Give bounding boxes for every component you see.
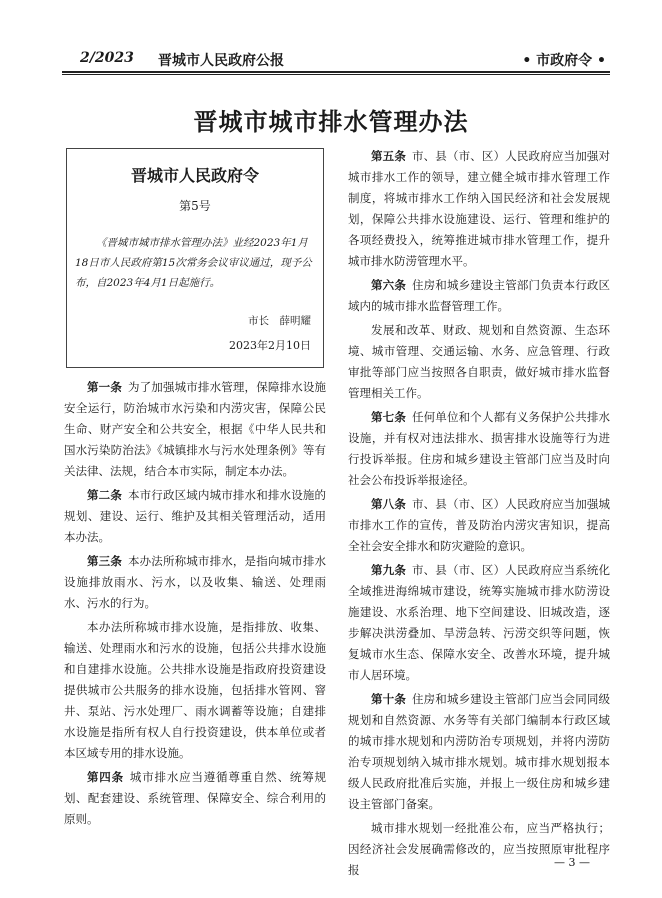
paragraph [64, 767, 326, 830]
paragraph [348, 560, 610, 686]
decree-date: 2023年2月10日 [229, 339, 311, 352]
article-text: 发展和改革、财政、规划和自然资源、生态环境、城市管理、交通运输、水务、应急管理、行政审批等部门应当按照各自职责，做好城市排水监督管理相关工作。 [348, 323, 610, 400]
header-rule-thin [62, 74, 610, 75]
decree-number: 第5号 [179, 199, 211, 213]
article-label: 第四条 [87, 770, 124, 784]
article-label: 第九条 [371, 563, 406, 577]
paragraph [64, 617, 326, 764]
left-column [64, 377, 326, 833]
article-text: 市、县（市、区）人民政府应当加强城市排水工作的宣传，普及防治内涝灾害知识，提高全社会安全排水和防灾避险的意识。 [348, 497, 611, 553]
paragraph [348, 320, 610, 404]
publication-name: 晋城市人民政府公报 [158, 53, 284, 69]
decree-box [66, 148, 324, 368]
decree-body: 《晋城市城市排水管理办法》业经2023年1月18日市人民政府第15次常务会议审议通过，现予公布，自2023年4月1日起施行。 [75, 237, 312, 289]
article-text: 本办法所称城市排水设施，是指排放、收集、输送、处理雨水和污水的设施，包括公共排水设施和自建排水设施。公共排水设施是指政府投资建设提供城市公共服务的排水设施，包括排水管网、窨井、泵站、污水处理厂、雨水调蓄等设施；自建排水设施是指所有权人自行投资建设，供本单位或者本区域专用的排水设施。 [64, 620, 326, 760]
paragraph [64, 551, 326, 614]
article-text: 住房和城乡建设主管部门负责本行政区域内的城市排水监督管理工作。 [348, 278, 611, 313]
right-column [348, 146, 610, 884]
page-number: — 3 — [554, 856, 590, 869]
article-label: 第三条 [87, 554, 122, 568]
paragraph [348, 275, 610, 317]
paragraph [348, 818, 610, 881]
header-rule-thick [62, 71, 610, 73]
paragraph [348, 407, 610, 491]
paragraph [64, 485, 326, 548]
article-text: 住房和城乡建设主管部门应当会同同级规划和自然资源、水务等有关部门编制本行政区域的城市排水规划和内涝防治专项规划，并将内涝防治专项规划纳入城市排水规划。城市排水规划报本级人民政府批准后实施，并报上一级住房和城乡建设主管部门备案。 [348, 692, 611, 811]
article-text: 本市行政区域内城市排水和排水设施的规划、建设、运行、维护及其相关管理活动，适用本办法。 [64, 488, 327, 544]
section-label: • 市政府令 • [522, 53, 606, 69]
article-label: 第十条 [371, 692, 406, 706]
article-text: 城市排水规划一经批准公布，应当严格执行；因经济社会发展确需修改的，应当按照原审批程序报 [348, 821, 610, 877]
decree-signature: 市长 薛明耀 [248, 315, 311, 327]
issue-number: 2/2023 [80, 50, 134, 66]
article-label: 第八条 [371, 497, 406, 511]
article-label: 第七条 [371, 410, 406, 424]
article-text: 城市排水应当遵循尊重自然、统筹规划、配套建设、系统管理、保障安全、综合利用的原则。 [64, 770, 327, 826]
paragraph [64, 377, 326, 482]
article-text: 任何单位和个人都有义务保护公共排水设施，并有权对违法排水、损害排水设施等行为进行投诉举报。住房和城乡建设主管部门应当及时向社会公布投诉举报途径。 [348, 410, 611, 487]
article-text: 市、县（市、区）人民政府应当系统化全域推进海绵城市建设，统筹实施城市排水防涝设施建设、水系治理、地下空间建设、旧城改造，逐步解决洪涝叠加、旱涝急转、污涝交织等问题，恢复城市水生态、保障水安全、改善水环境，提升城市人居环境。 [348, 563, 611, 682]
article-text: 为了加强城市排水管理，保障排水设施安全运行，防治城市水污染和内涝灾害，保障公民生命、财产安全和公共安全，根据《中华人民共和国水污染防治法》《城镇排水与污水处理条例》等有关法律、法规，结合本市实际，制定本办法。 [64, 380, 327, 478]
paragraph [348, 146, 610, 272]
article-text: 市、县（市、区）人民政府应当加强对城市排水工作的领导，建立健全城市排水管理工作制度，将城市排水工作纳入国民经济和社会发展规划，保障公共排水设施建设、运行、管理和维护的各项经费投入，统筹推进城市排水管理工作，提升城市排水防涝管理水平。 [348, 149, 611, 268]
page-header [62, 46, 610, 72]
paragraph [348, 689, 610, 815]
article-label: 第一条 [87, 380, 122, 394]
article-label: 第二条 [87, 488, 122, 502]
document-title: 晋城市城市排水管理办法 [193, 108, 469, 136]
decree-title: 晋城市人民政府令 [130, 166, 259, 185]
article-label: 第五条 [371, 149, 406, 163]
article-text: 本办法所称城市排水，是指向城市排水设施排放雨水、污水，以及收集、输送、处理雨水、污水的行为。 [64, 554, 327, 610]
article-label: 第六条 [371, 278, 406, 292]
paragraph [348, 494, 610, 557]
